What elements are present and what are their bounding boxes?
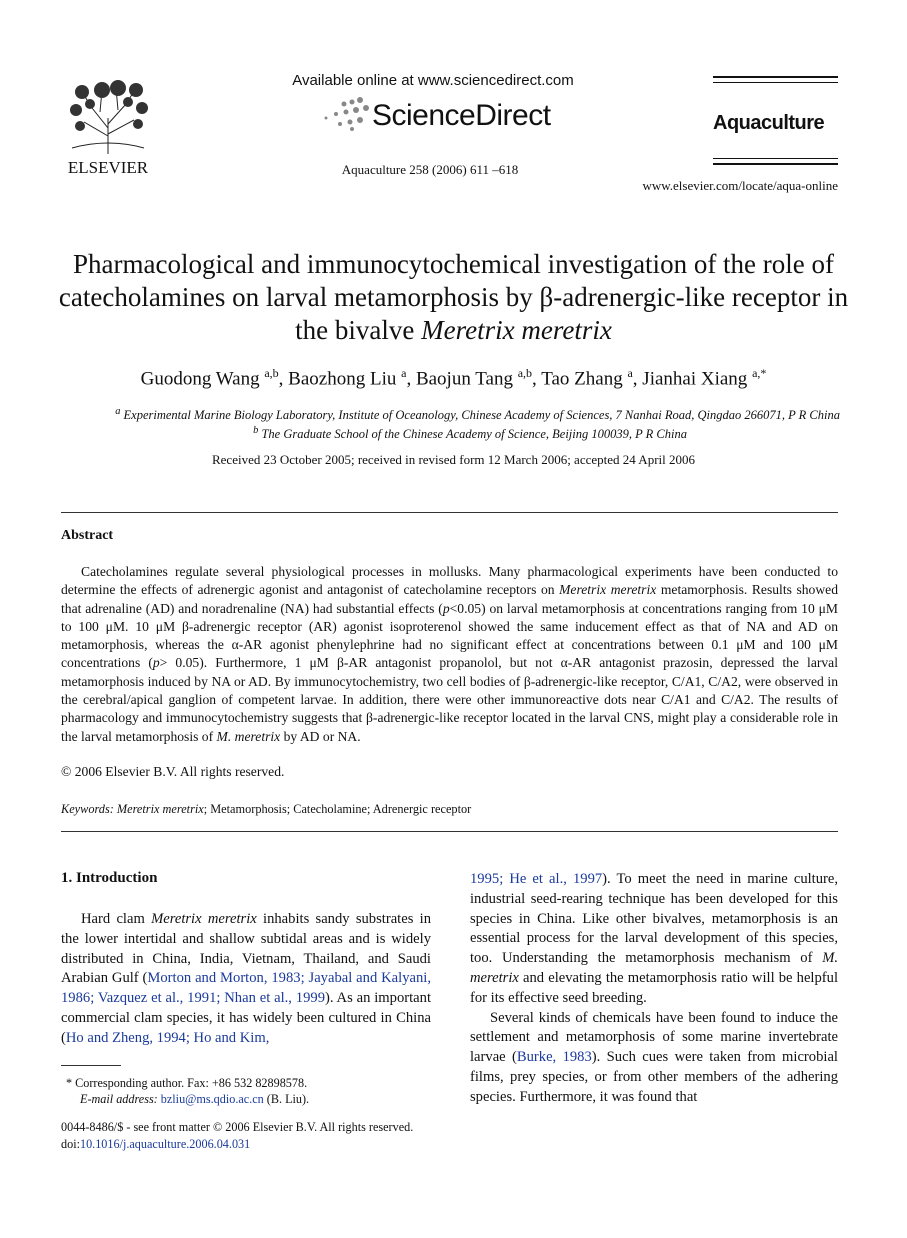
reference-link[interactable]: Ho and Zheng, 1994; Ho and Kim, bbox=[65, 1029, 270, 1046]
body-text: and elevating the metamorphosis ratio will be helpful for its effective seed breeding. bbox=[470, 969, 838, 1006]
body-text: inhabits sandy substrates in the lower intertidal and shallow subtidal areas and is widely distributed in China, India, Vietnam, Thailand, and Saudi Arabian Gulf ( bbox=[61, 911, 431, 987]
author-affil-mark[interactable]: a,b bbox=[517, 366, 533, 380]
reference-link[interactable]: Burke, 1983 bbox=[516, 1049, 592, 1066]
species-name: Meretrix meretrix bbox=[151, 911, 257, 927]
intro-paragraph bbox=[61, 910, 431, 1049]
abstract-heading: Abstract bbox=[61, 528, 114, 543]
author-list: Guodong Wang $^{a,b}$, Baozhong Liu $^a$, Baojun Tang $^{a,b}$, Tao Zhang $^a$, Jianhai Xiang $^{a,*}$ bbox=[140, 366, 767, 390]
abstract-text: metamorphosis. Results showed that adrenaline (AD) and noradrenaline (NA) had substantial effects ( bbox=[61, 582, 838, 616]
affil-text: Experimental Marine Biology Laboratory, Institute of Oceanology, Chinese Academy of Sciences, 7 Nanhai Road, Qingdao 266071, P R China bbox=[123, 408, 840, 423]
elsevier-wordmark: ELSEVIER bbox=[67, 158, 149, 176]
elsevier-logo bbox=[62, 78, 154, 176]
abstract-body bbox=[61, 563, 838, 746]
left-column bbox=[61, 910, 431, 1049]
intro-paragraph bbox=[470, 1009, 838, 1108]
abstract-species: Meretrix meretrix bbox=[559, 582, 657, 598]
title-species: Meretrix meretrix bbox=[421, 315, 612, 345]
email-label: E-mail address: bbox=[80, 1092, 158, 1106]
author-name: Baojun Tang bbox=[415, 368, 513, 390]
reference-link[interactable]: Morton and Morton, 1983; Jayabal and Kalyani, 1986; Vazquez et al., 1991; Nhan et al., 1999 bbox=[61, 970, 431, 1007]
body-text: ). Such cues were taken from microbial films, prey species, or from other members of the adhering species. Furthermore, it was found that bbox=[470, 1049, 838, 1105]
affil-mark: a bbox=[115, 406, 121, 417]
journal-rules-bottom bbox=[713, 158, 838, 169]
email-owner: (B. Liu). bbox=[266, 1092, 310, 1106]
journal-citation: Aquaculture 258 (2006) 611 –618 bbox=[341, 162, 519, 177]
affiliation-a bbox=[60, 406, 840, 423]
keywords-label: Keywords: bbox=[61, 802, 114, 816]
elsevier-tree-icon bbox=[62, 78, 154, 176]
keywords-line bbox=[61, 802, 471, 817]
received-dates: Received 23 October 2005; received in revised form 12 March 2006; accepted 24 April 2006 bbox=[211, 452, 695, 467]
journal-url[interactable]: www.elsevier.com/locate/aqua-online bbox=[642, 178, 838, 193]
footnote-rule bbox=[61, 1065, 121, 1066]
copyright-line: © 2006 Elsevier B.V. All rights reserved. bbox=[61, 764, 285, 779]
author-affil-mark[interactable]: a,* bbox=[752, 366, 767, 380]
section-heading-introduction: 1. Introduction bbox=[61, 870, 158, 886]
right-column bbox=[470, 870, 838, 1108]
journal-rules-top bbox=[713, 76, 838, 87]
journal-name: Aquaculture bbox=[713, 112, 825, 134]
corresponding-author-note: * Corresponding author. Fax: +86 532 82898578. bbox=[66, 1076, 308, 1090]
abstract-stat: p bbox=[152, 655, 160, 671]
keyword-list: ; Metamorphosis; Catecholamine; Adrenergic receptor bbox=[203, 802, 472, 816]
intro-paragraph bbox=[470, 870, 838, 1009]
affiliation-b bbox=[60, 425, 687, 442]
author-affil-mark[interactable]: a,b bbox=[264, 366, 279, 380]
doi-line bbox=[61, 1137, 250, 1152]
abstract-text: <0.05) on larval metamorphosis at concentrations ranging from 10 μM to 100 μM. 10 μM β-adrenergic receptor (AR) agonist isoproterenol showed the same inducement effect as that of NA and AD on metamorphosis, whereas the α-AR agonist phenylephrine had no significant effect at concentrations between 0.1 μM and 100 μM concentrations ( bbox=[61, 600, 838, 671]
author-affil-mark[interactable]: a bbox=[401, 366, 407, 380]
body-text: ). To meet the need in marine culture, industrial seed-rearing technique has been developed for this species in China. Like other bivalves, metamorphosis is an essential process for the larval development of this species, too. Understanding the metamorphosis mechanism of bbox=[470, 871, 839, 967]
author-affil-mark[interactable]: a bbox=[627, 366, 633, 380]
affil-mark: b bbox=[253, 425, 259, 436]
author-name: Tao Zhang bbox=[541, 368, 623, 390]
doi-label: doi: bbox=[61, 1137, 80, 1151]
email-note bbox=[80, 1092, 309, 1107]
divider bbox=[61, 512, 838, 513]
sciencedirect-wordmark: ScienceDirect bbox=[372, 99, 551, 132]
abstract-text: by AD or NA. bbox=[280, 728, 361, 744]
sciencedirect-dots-icon bbox=[316, 96, 372, 132]
abstract-text: Catecholamines regulate several physiological processes in mollusks. Many pharmacological experiments have been conducted to determine the effects of adrenergic agonist and antagonist of catecholamine receptors on bbox=[61, 564, 838, 598]
doi-link[interactable]: 10.1016/j.aquaculture.2006.04.031 bbox=[79, 1137, 251, 1151]
author-name: Jianhai Xiang bbox=[642, 368, 748, 390]
abstract-stat: p bbox=[442, 600, 450, 616]
abstract-species: M. meretrix bbox=[216, 728, 281, 744]
species-name: M. meretrix bbox=[470, 950, 838, 986]
body-text: Several kinds of chemicals have been found to induce the settlement and metamorphosis of some marine invertebrate larvae ( bbox=[470, 1009, 838, 1066]
keyword-species: Meretrix meretrix bbox=[116, 802, 204, 816]
body-text: Hard clam bbox=[81, 911, 152, 927]
article-title bbox=[55, 248, 852, 347]
front-matter-note: 0044-8486/$ - see front matter © 2006 Elsevier B.V. All rights reserved. bbox=[61, 1120, 414, 1134]
author-name: Baozhong Liu bbox=[288, 368, 397, 390]
reference-link[interactable]: 1995; He et al., 1997 bbox=[470, 871, 603, 887]
author-name: Guodong Wang bbox=[140, 368, 260, 390]
affil-text: The Graduate School of the Chinese Academy of Science, Beijing 100039, P R China bbox=[261, 427, 687, 442]
available-online-text: Available online at www.sciencedirect.com bbox=[292, 72, 574, 89]
abstract-text: > 0.05). Furthermore, 1 μM β-AR antagonist propanolol, but not α-AR antagonist prazosin, depressed the larval metamorphosis induced by NA or AD. By immunocytochemistry, two cell bodies of β-adrenergic-like receptor, C/A1, C/A2, were observed in the cerebral/apical ganglion of competent larvae. In addition, there were other immunoreactive dots near C/A1 and C/A2. The results of pharmacology and immunocytochemistry suggests that β-adrenergic-like receptor located in the larval CNS, might play a considerable role in the larval metamorphosis of bbox=[61, 655, 838, 744]
divider bbox=[61, 831, 838, 832]
email-link[interactable]: bzliu@ms.qdio.ac.cn bbox=[160, 1092, 264, 1106]
title-text: Pharmacological and immunocytochemical investigation of the role of catecholamines on larval metamorphosis by β-adrenergic-like receptor in the bivalve bbox=[58, 249, 849, 345]
body-text: ). As an important commercial clam species, it has widely been cultured in China ( bbox=[61, 990, 431, 1046]
